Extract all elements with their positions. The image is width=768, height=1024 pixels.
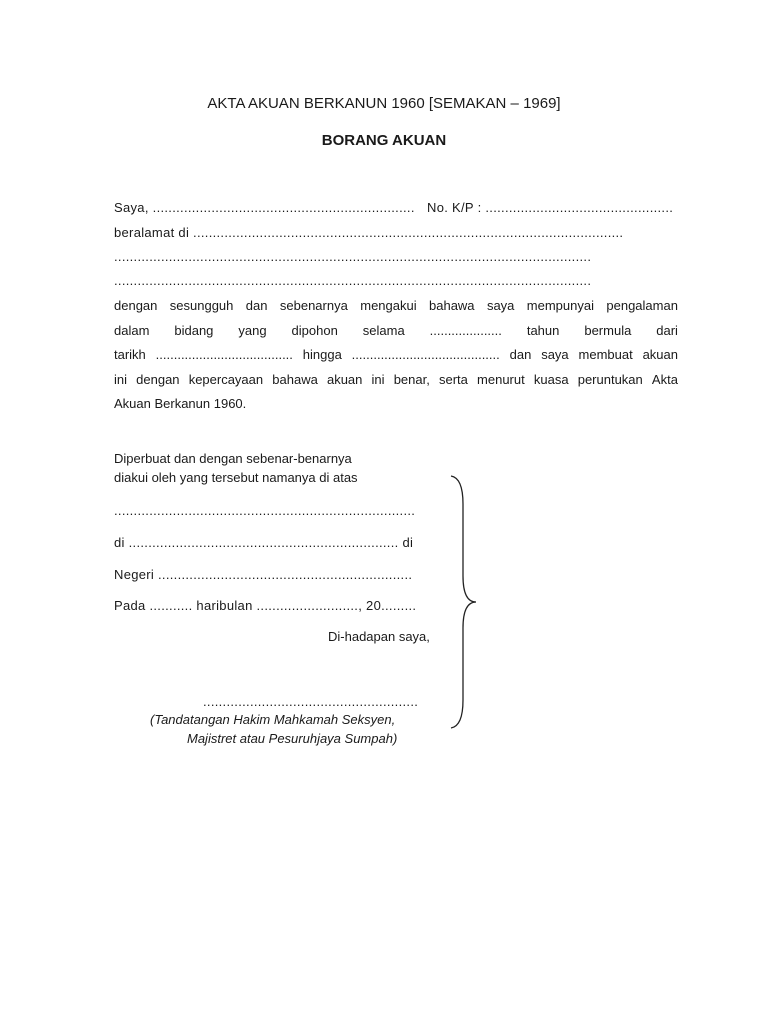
- word: yang: [238, 323, 267, 338]
- right-curly-brace: [446, 474, 482, 730]
- act-title: AKTA AKUAN BERKANUN 1960 [SEMAKAN – 1969]: [207, 95, 561, 112]
- word: tarikh: [114, 347, 146, 362]
- word: menurut: [477, 372, 525, 387]
- word: dan: [245, 298, 268, 313]
- word: ini: [371, 372, 385, 387]
- word: kepercayaan: [188, 372, 264, 387]
- word: serta: [438, 372, 468, 387]
- declaration-paragraph-line-3: [114, 348, 678, 362]
- declaration-paragraph-line-1: [114, 299, 678, 313]
- word: hingga: [302, 347, 342, 362]
- name-line: Saya, ...................................................................: [114, 200, 415, 215]
- start-date-blank: ......................................: [155, 347, 293, 362]
- word: dan: [509, 347, 532, 362]
- word: Akta: [651, 372, 678, 387]
- place-line: di ..................................................................... di: [114, 535, 414, 550]
- word: saya: [541, 347, 569, 362]
- before-me-label: Di-hadapan saya,: [328, 629, 430, 644]
- date-line: Pada ........... haribulan .........................., 20.........: [114, 598, 417, 613]
- word: peruntukan: [577, 372, 643, 387]
- end-date-blank: .........................................: [351, 347, 500, 362]
- signature-caption-line-2: Majistret atau Pesuruhjaya Sumpah): [187, 731, 398, 746]
- address-line-3: ..........................................................................................................................: [114, 274, 592, 287]
- word: dengan: [114, 298, 158, 313]
- word: dalam: [114, 323, 150, 338]
- word: saya: [486, 298, 515, 313]
- word: sebenarnya: [279, 298, 348, 313]
- word: mengakui: [360, 298, 417, 313]
- word: tahun: [526, 323, 560, 338]
- state-line: Negeri .................................................................: [114, 567, 413, 582]
- word: benar,: [393, 372, 430, 387]
- made-and-declared-line-2: diakui oleh yang tersebut namanya di atas: [114, 470, 358, 485]
- declaration-paragraph-line-2: [114, 324, 678, 338]
- word: dipohon: [291, 323, 338, 338]
- word: ini: [114, 372, 128, 387]
- ic-number-line: No. K/P : ................................................: [427, 200, 674, 215]
- word: sesungguh: [169, 298, 234, 313]
- word: selama: [362, 323, 405, 338]
- years-blank: ....................: [429, 323, 502, 338]
- word: akuan: [326, 372, 363, 387]
- address-line-1: beralamat di ..............................................................................................................: [114, 226, 624, 239]
- declaration-paragraph-line-4: [114, 373, 678, 387]
- word: kuasa: [533, 372, 569, 387]
- word: bermula: [584, 323, 632, 338]
- word: dengan: [136, 372, 180, 387]
- word: pengalaman: [606, 298, 678, 313]
- form-title: BORANG AKUAN: [321, 132, 447, 149]
- made-and-declared-line-1: Diperbuat dan dengan sebenar-benarnya: [114, 451, 352, 466]
- word: akuan: [642, 347, 678, 362]
- word: bahawa: [429, 298, 475, 313]
- word: bidang: [174, 323, 214, 338]
- word: membuat: [578, 347, 633, 362]
- word: mempunyai: [526, 298, 594, 313]
- declaration-paragraph-line-5: Akuan Berkanun 1960.: [114, 396, 247, 411]
- word: dari: [656, 323, 678, 338]
- signature-caption-line-1: (Tandatangan Hakim Mahkamah Seksyen,: [150, 712, 396, 727]
- word: bahawa: [272, 372, 318, 387]
- signature-blank: .......................................................: [203, 694, 419, 709]
- address-line-2: ..........................................................................................................................: [114, 250, 592, 263]
- declarant-name-blank: .............................................................................: [114, 503, 416, 518]
